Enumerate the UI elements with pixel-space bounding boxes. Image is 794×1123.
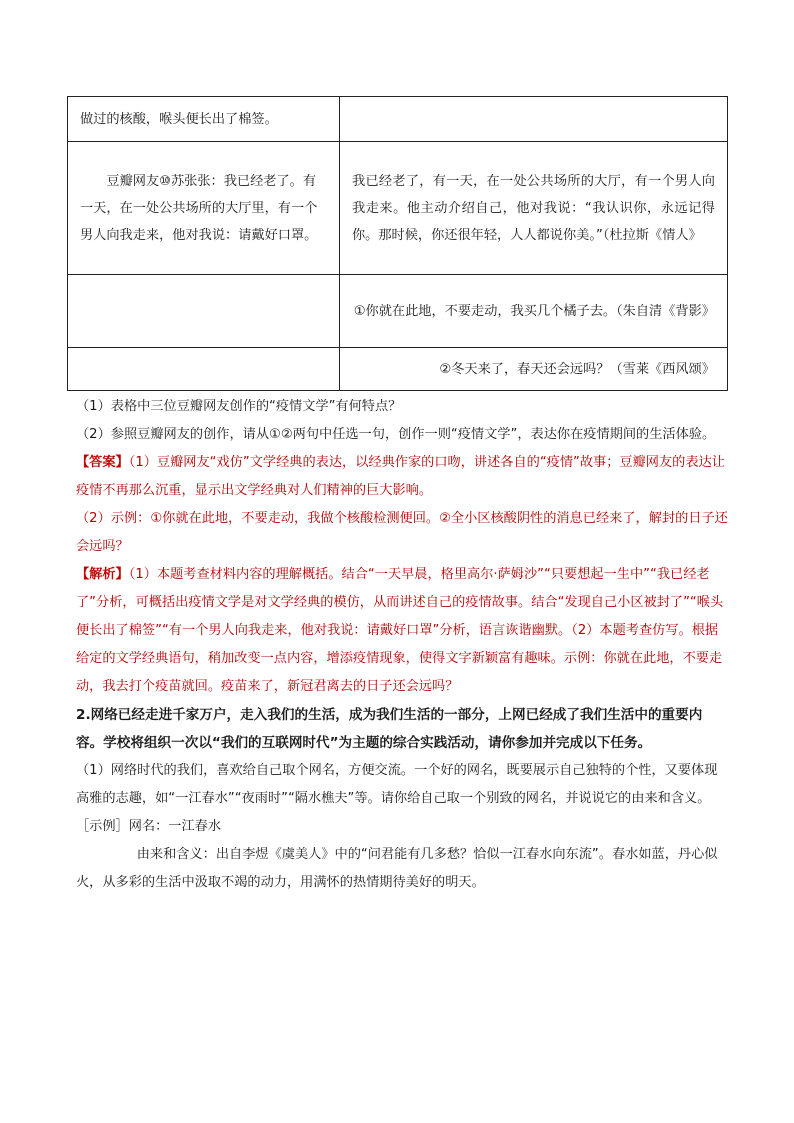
table-cell <box>68 275 340 348</box>
table-cell: ②冬天来了，春天还会远吗？（雪莱《西风颂》 <box>340 348 728 391</box>
answer-part-2: （2）示例：①你就在此地，不要走动，我做个核酸检测便回。②全小区核酸阴性的消息已经来了，解封的日子还会远吗？ <box>76 511 728 554</box>
table-cell: 做过的核酸，喉头便长出了棉签。 <box>68 97 340 142</box>
example-text: 由来和含义：出自李煜《虞美人》中的“问君能有几多愁？恰似一江春水向东流”。春水如蓝，丹心似火，从多彩的生活中汲取不竭的动力，用满怀的热情期待美好的明天。 <box>76 847 718 890</box>
table-cell: ①你就在此地，不要走动，我买几个橘子去。（朱自清《背影》 <box>340 275 728 348</box>
table-row <box>68 348 728 391</box>
table-row <box>68 97 728 142</box>
section-2-question-1: （1）网络时代的我们，喜欢给自己取个网名，方便交流。一个好的网名，既要展示自己独特的个性，又要体现高雅的志趣，如“一江春水”“夜雨时”“隔水樵夫”等。请你给自己取一个别致的网名，并说说它的由来和含义。 <box>76 763 718 806</box>
answer-tag: 【答案】 <box>76 455 129 470</box>
question-1: （1）表格中三位豆瓣网友创作的“疫情文学”有何特点？ <box>76 399 402 414</box>
analysis-text: （1）本题考查材料内容的理解概括。结合“一天早晨，格里高尔·萨姆沙”“只要想起一生中”“我已经老了”分析，可概括出疫情文学是对文学经典的模仿，从而讲述自己的疫情故事。结合“发现自己小区被封了”“喉头便长出了棉签”“有一个男人向我走来，他对我说：请戴好口罩”分析，语言诙谐幽默。（2）本题考查仿写。根据给定的文学经典语句，稍加改变一点内容，增添疫情现象，使得文字新颖富有趣味。示例：你就在此地，不要走动，我去打个疫苗就回。疫苗来了，新冠君离去的日子还会远吗？ <box>76 567 724 694</box>
question-2: （2）参照豆瓣网友的创作，请从①②两句中任选一句，创作一则“疫情文学”，表达你在疫情期间的生活体验。 <box>76 427 716 442</box>
table-cell <box>340 97 728 142</box>
table-cell: 豆瓣网友⑩苏张张：我已经老了。有一天，在一处公共场所的大厅里，有一个男人向我走来，他对我说：请戴好口罩。 <box>68 142 340 275</box>
literature-comparison-table <box>67 96 728 391</box>
table-row <box>68 142 728 275</box>
section-2-title: 2.网络已经走进千家万户，走入我们的生活，成为我们生活的一部分，上网已经成了我们生活中的重要内容。学校将组织一次以“我们的互联网时代”为主题的综合实践活动，请你参加并完成以下任务。 <box>76 707 703 751</box>
question-body <box>76 393 728 897</box>
analysis-tag: 【解析】 <box>76 567 129 582</box>
table-cell: 我已经老了，有一天，在一处公共场所的大厅，有一个男人向我走来。他主动介绍自己，他对我说：“我认识你，永远记得你。那时候，你还很年轻，人人都说你美。”（杜拉斯《情人》 <box>340 142 728 275</box>
table-row <box>68 275 728 348</box>
answer-text-1: （1）豆瓣网友“戏仿”文学经典的表达，以经典作家的口吻，讲述各自的“疫情”故事；豆瓣网友的表达让疫情不再那么沉重，显示出文学经典对人们精神的巨大影响。 <box>76 455 725 498</box>
example-label: ［示例］网名：一江春水 <box>76 819 222 834</box>
table-cell <box>68 348 340 391</box>
answer-part-1 <box>76 449 728 505</box>
analysis <box>76 561 728 701</box>
